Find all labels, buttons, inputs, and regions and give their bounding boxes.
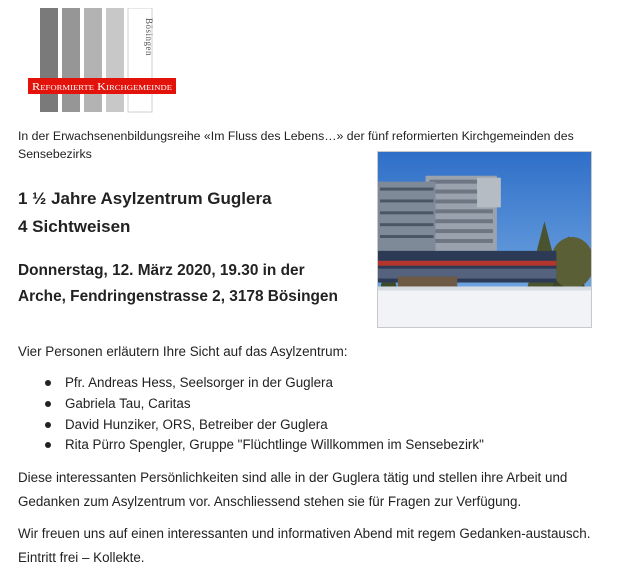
- logo-location: Bösingen: [144, 18, 154, 57]
- bullet-icon: [45, 401, 51, 407]
- church-logo: [28, 8, 178, 114]
- headline-title: 1 ½ Jahre Asylzentrum Guglera: [18, 189, 272, 208]
- speakers-lead: Vier Personen erläutern Ihre Sicht auf das Asylzentrum:: [18, 344, 348, 359]
- logo-bar: [106, 8, 124, 112]
- intro-text: In der Erwachsenenbildungsreihe «Im Fluss des Lebens…» der fünf reformierten Kirchgemeinden des Sensebezirks: [18, 129, 574, 161]
- logo-church-name: Reformierte Kirchgemeinde: [32, 82, 172, 93]
- speaker-name: David Hunziker, ORS, Betreiber der Guglera: [65, 416, 328, 432]
- bullet-icon: [45, 442, 51, 448]
- logo-bar: [40, 8, 58, 112]
- description-paragraph: Diese interessanten Persönlichkeiten sind alle in der Guglera tätig und stellen ihre Arbeit und Gedanken zum Asylzentrum vor. Anschliessend stehen sie für Fragen zur Verfügung.: [18, 470, 568, 509]
- event-date-time: Donnerstag, 12. März 2020, 19.30 in der: [18, 262, 305, 279]
- event-headline: [18, 185, 368, 241]
- bullet-icon: [45, 422, 51, 428]
- speaker-name: Pfr. Andreas Hess, Seelsorger in der Guglera: [65, 375, 333, 390]
- logo-bar: [62, 8, 80, 112]
- headline-subtitle: 4 Sichtweisen: [18, 217, 131, 236]
- list-item: [18, 394, 484, 415]
- bullet-icon: [45, 380, 51, 386]
- event-details: [18, 258, 368, 310]
- list-item: [18, 415, 484, 436]
- asylum-center-photo: [377, 151, 592, 328]
- speaker-list: [18, 373, 484, 456]
- list-item: [18, 435, 484, 456]
- event-location: Arche, Fendringenstrasse 2, 3178 Bösingen: [18, 288, 338, 305]
- speaker-name: Rita Pürro Spengler, Gruppe "Flüchtlinge Willkommen im Sensebezirk": [65, 437, 484, 453]
- list-item: [18, 373, 484, 394]
- invitation-paragraph: Wir freuen uns auf einen interessanten und informativen Abend mit regem Gedanken-austausch. Eintritt frei – Kollekte.: [18, 526, 591, 565]
- logo-bar: [84, 8, 102, 112]
- speaker-name: Gabriela Tau, Caritas: [65, 395, 191, 411]
